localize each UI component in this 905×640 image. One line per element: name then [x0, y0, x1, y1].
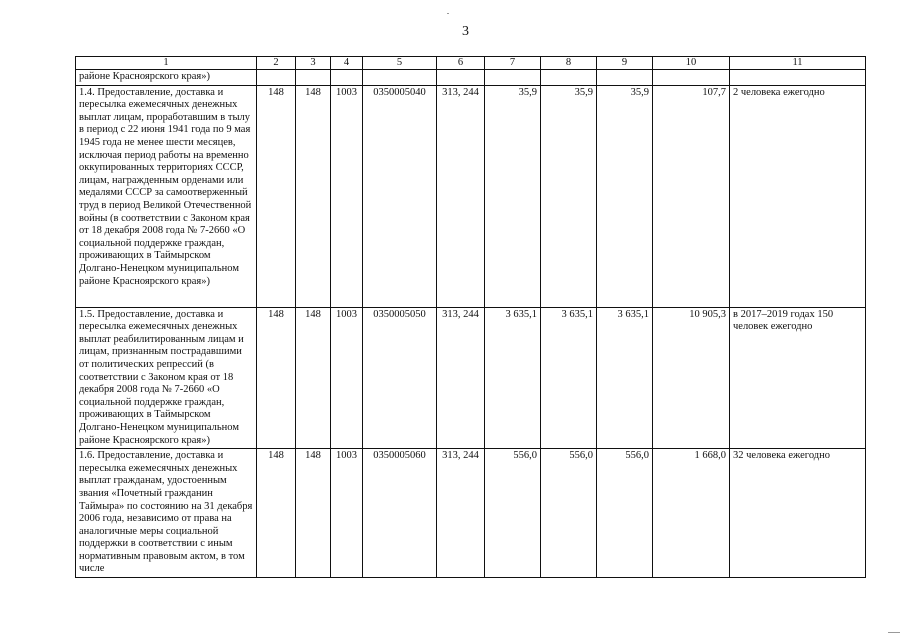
cell-section: 1003: [331, 307, 363, 449]
header-cell: 3: [296, 57, 331, 70]
table-row: [76, 449, 866, 578]
continuation-text: районе Красноярского края»): [76, 70, 257, 86]
table-row: [76, 307, 866, 449]
header-cell: 1: [76, 57, 257, 70]
row-description: 1.6. Предоставление, доставка и пересылка ежемесячных денежных выплат гражданам, удостоенным звания «Почетный гражданин Таймыра» по состоянию на 31 декабря 2006 года, независимо от права на аналогичные меры социальной поддержки в соответствии с иным нормативным правовым актом, в том числе: [76, 449, 257, 578]
header-cell: 8: [541, 57, 597, 70]
header-cell: 5: [363, 57, 437, 70]
cell-code-c3: 148: [296, 449, 331, 578]
cell-expense-type: 313, 244: [437, 449, 485, 578]
cell-amount-c9: 556,0: [597, 449, 653, 578]
header-cell: 11: [730, 57, 866, 70]
cell-note: 2 человека ежегодно: [730, 85, 866, 307]
cell-section: 1003: [331, 449, 363, 578]
cell-target-article: 0350005050: [363, 307, 437, 449]
cell-amount-c8: 556,0: [541, 449, 597, 578]
row-description: 1.5. Предоставление, доставка и пересылка ежемесячных денежных выплат реабилитированным лицам и лицам, признанным пострадавшими от политических репрессий (в соответствии с Законом края от 18 декабря 2008 года № 7-2660 «О социальной поддержке граждан, проживающих в Таймырском Долгано-Ненецком муниципальном районе Красноярского края»): [76, 307, 257, 449]
cell-amount-c7: 35,9: [485, 85, 541, 307]
cell-note: 32 человека ежегодно: [730, 449, 866, 578]
header-cell: 6: [437, 57, 485, 70]
budget-table: [75, 56, 866, 578]
header-cell: 4: [331, 57, 363, 70]
table-row: [76, 85, 866, 307]
cell-expense-type: 313, 244: [437, 85, 485, 307]
cell-target-article: 0350005060: [363, 449, 437, 578]
cell-code-c2: 148: [257, 307, 296, 449]
cell-expense-type: 313, 244: [437, 307, 485, 449]
cell-note: в 2017–2019 годах 150 человек ежегодно: [730, 307, 866, 449]
cell-section: 1003: [331, 85, 363, 307]
cell-amount-c8: 3 635,1: [541, 307, 597, 449]
page-number: 3: [462, 24, 469, 39]
cell-amount-c8: 35,9: [541, 85, 597, 307]
cell-total: 107,7: [653, 85, 730, 307]
scan-speck: [447, 13, 449, 14]
cell-code-c2: 148: [257, 85, 296, 307]
header-cell: 9: [597, 57, 653, 70]
cell-total: 10 905,3: [653, 307, 730, 449]
cell-amount-c7: 3 635,1: [485, 307, 541, 449]
cell-total: 1 668,0: [653, 449, 730, 578]
cell-code-c2: 148: [257, 449, 296, 578]
scan-edge-mark: [888, 632, 900, 633]
header-cell: 7: [485, 57, 541, 70]
cell-code-c3: 148: [296, 307, 331, 449]
header-cell: 10: [653, 57, 730, 70]
cell-amount-c9: 3 635,1: [597, 307, 653, 449]
continuation-row: [76, 70, 866, 86]
row-description: 1.4. Предоставление, доставка и пересылка ежемесячных денежных выплат лицам, проработавшим в тылу в период с 22 июня 1941 года по 9 мая 1945 года не менее шести месяцев, исключая период работы на временно оккупированных территориях СССР, лицам, награжденным орденами или медалями СССР за самоотверженный труд в период Великой Отечественной войны (в соответствии с Законом края от 18 декабря 2008 года № 7-2660 «О социальной поддержке граждан, проживающих в Таймырском Долгано-Ненецком муниципальном районе Красноярского края»): [76, 85, 257, 307]
cell-amount-c9: 35,9: [597, 85, 653, 307]
cell-code-c3: 148: [296, 85, 331, 307]
cell-target-article: 0350005040: [363, 85, 437, 307]
table-header-row: [76, 57, 866, 70]
header-cell: 2: [257, 57, 296, 70]
cell-amount-c7: 556,0: [485, 449, 541, 578]
